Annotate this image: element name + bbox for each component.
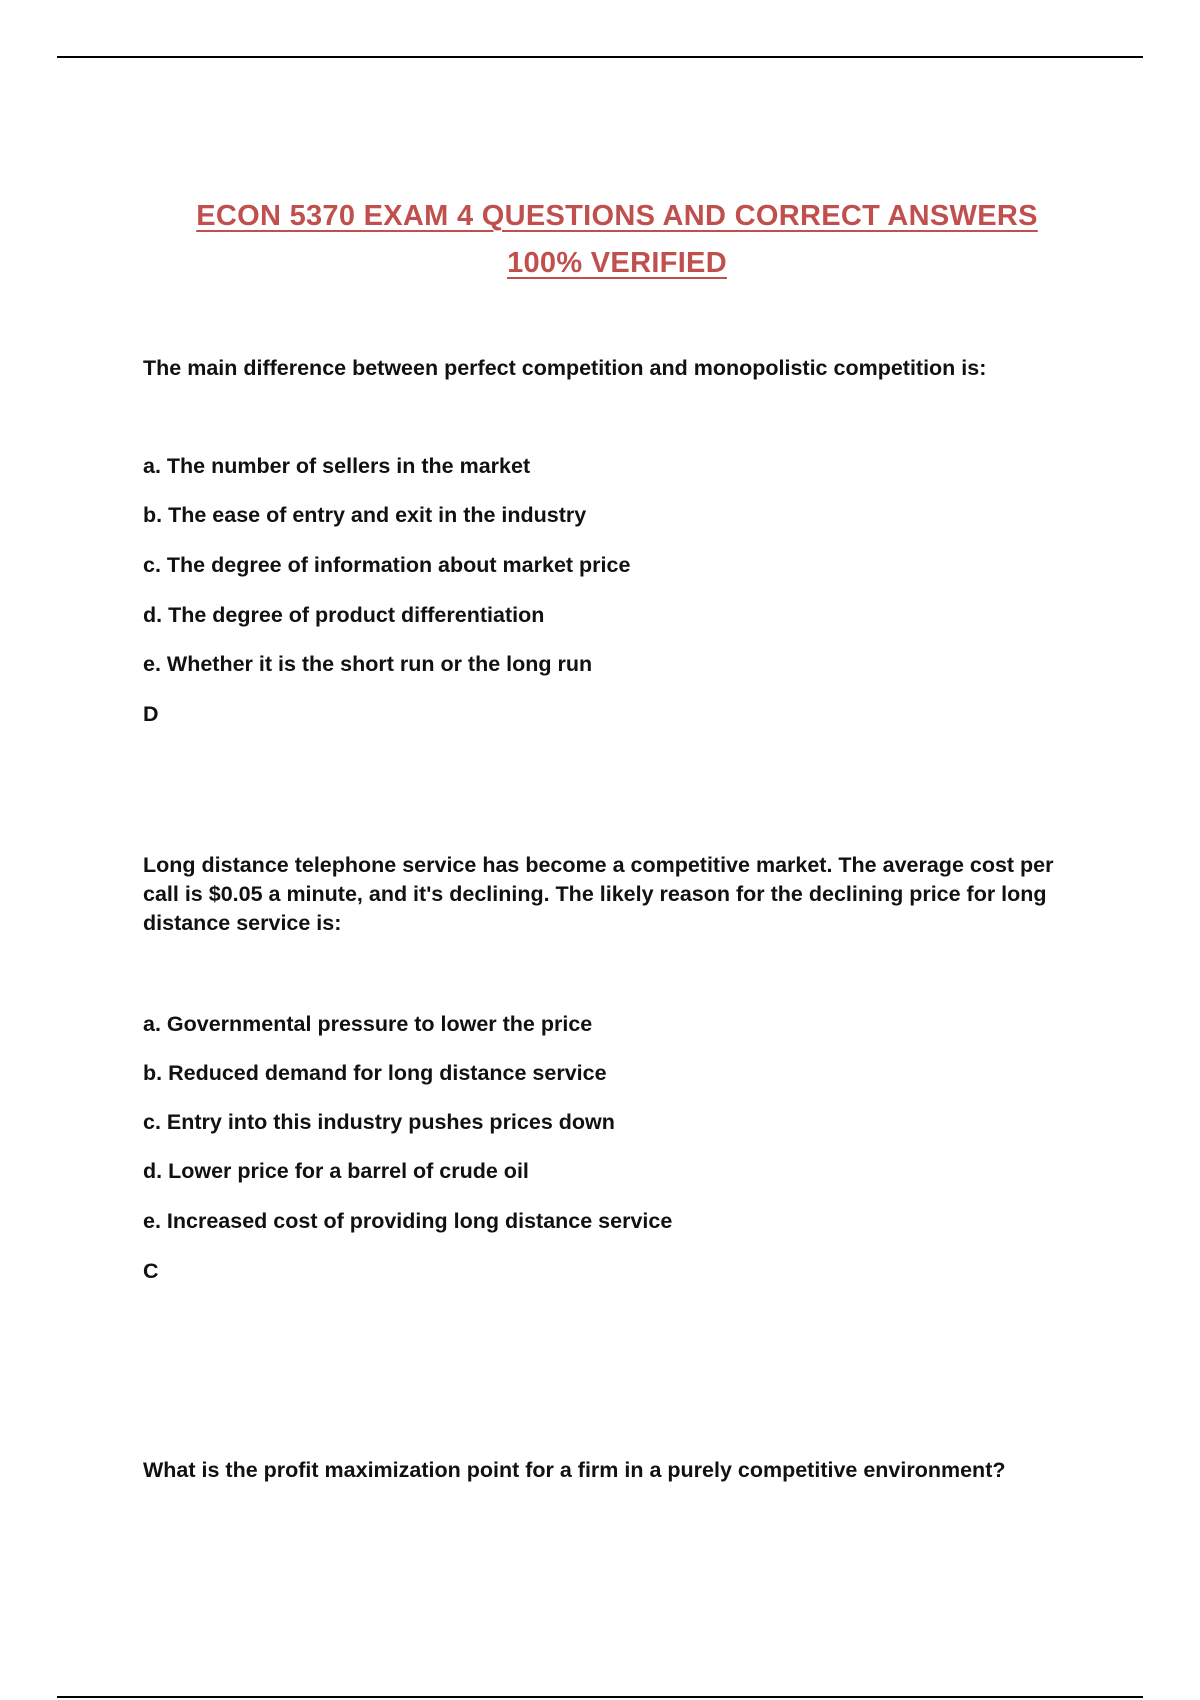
question-2-option-b: b. Reduced demand for long distance service	[143, 1061, 607, 1085]
question-2-option-e: e. Increased cost of providing long distance service	[143, 1209, 673, 1233]
question-3-text: What is the profit maximization point for a firm in a purely competitive environment?	[143, 1458, 1006, 1482]
question-1-option-c: c. The degree of information about market price	[143, 553, 631, 577]
question-2-option-d: d. Lower price for a barrel of crude oil	[143, 1159, 529, 1183]
title-line-2: 100% VERIFIED	[507, 247, 727, 279]
top-rule	[57, 56, 1143, 58]
question-2-option-a: a. Governmental pressure to lower the price	[143, 1012, 593, 1036]
question-1-option-b: b. The ease of entry and exit in the industry	[143, 503, 587, 527]
question-2-text: Long distance telephone service has become a competitive market. The average cost per call is $0.05 a minute, and it's declining. The likely reason for the declining price for long distance service is:	[143, 853, 1054, 935]
question-1-text: The main difference between perfect competition and monopolistic competition is:	[143, 356, 987, 380]
question-1-option-d: d. The degree of product differentiation	[143, 603, 545, 627]
document-title	[0, 193, 1200, 287]
question-2-option-c: c. Entry into this industry pushes prices down	[143, 1110, 615, 1134]
bottom-rule	[57, 1696, 1143, 1698]
title-line-1: ECON 5370 EXAM 4 QUESTIONS AND CORRECT ANSWERS	[196, 200, 1038, 232]
question-1-option-a: a. The number of sellers in the market	[143, 454, 531, 478]
question-1-option-e: e. Whether it is the short run or the long run	[143, 652, 593, 676]
question-2-answer: C	[143, 1259, 159, 1283]
question-1-answer: D	[143, 702, 159, 726]
